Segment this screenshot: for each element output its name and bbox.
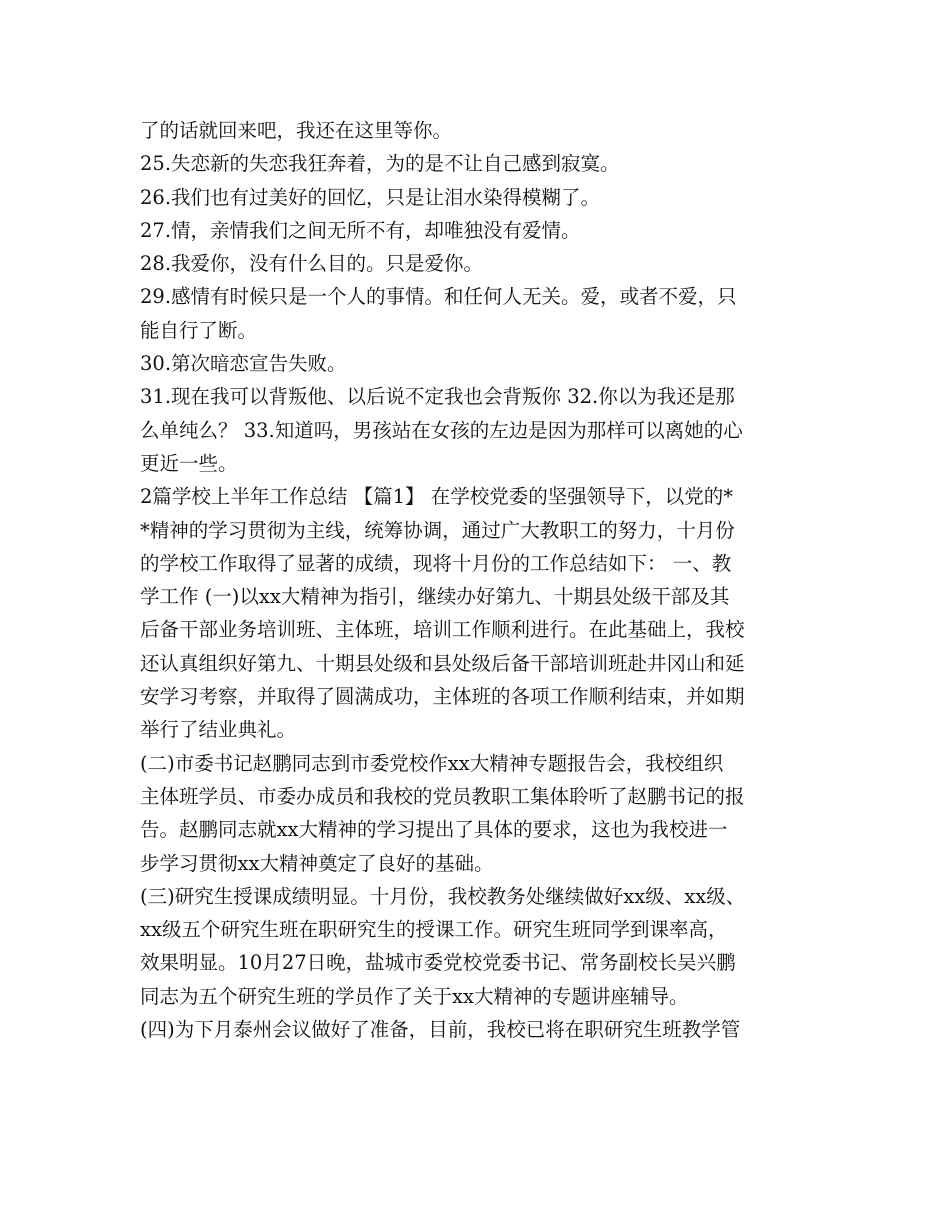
text-line: 27.情，亲情我们之间无所不有，却唯独没有爱情。 xyxy=(140,218,581,242)
text-line: 效果明显。10月27日晚，盐城市委党校党委书记、常务副校长吴兴鹏 xyxy=(140,951,736,975)
text-line: 的学校工作取得了显著的成绩，现将十月份的工作总结如下： 一、教 xyxy=(140,551,732,575)
text-line: 告。赵鹏同志就xx大精神的学习提出了具体的要求，这也为我校进一 xyxy=(140,818,728,842)
text-line: 举行了结业典礼。 xyxy=(140,718,297,742)
document-body xyxy=(140,114,830,1046)
text-line: xx级五个研究生班在职研究生的授课工作。研究生班同学到课率高， xyxy=(140,918,728,942)
text-line: 还认真组织好第九、十期县处级和县处级后备干部培训班赴井冈山和延 xyxy=(140,651,745,675)
text-line: 31.现在我可以背叛他、以后说不定我也会背叛你 32.你以为我还是那 xyxy=(140,385,735,409)
text-line: 步学习贯彻xx大精神奠定了良好的基础。 xyxy=(140,851,494,875)
text-line: 29.感情有时候只是一个人的事情。和任何人无关。爱，或者不爱，只 xyxy=(140,285,737,309)
text-line: 主体班学员、市委办成员和我校的党员教职工集体聆听了赵鹏书记的报 xyxy=(140,784,745,808)
text-line: (四)为下月泰州会议做好了准备，目前，我校已将在职研究生班教学管 xyxy=(140,1018,741,1042)
text-line: 同志为五个研究生班的学员作了关于xx大精神的专题讲座辅导。 xyxy=(140,984,689,1008)
text-line: (二)市委书记赵鹏同志到市委党校作xx大精神专题报告会，我校组织 xyxy=(140,751,724,775)
text-line: *精神的学习贯彻为主线，统筹协调，通过广大教职工的努力，十月份 xyxy=(140,518,735,542)
text-line: 么单纯么？ 33.知道吗，男孩站在女孩的左边是因为那样可以离她的心 xyxy=(140,418,743,442)
text-line: 更近一些。 xyxy=(140,451,238,475)
text-line: 了的话就回来吧，我还在这里等你。 xyxy=(140,119,453,142)
text-line: 30.第次暗恋宣告失败。 xyxy=(140,352,347,376)
text-line: 26.我们也有过美好的回忆，只是让泪水染得模糊了。 xyxy=(140,185,601,209)
text-line: 2篇学校上半年工作总结 【篇1】 在学校党委的坚强领导下，以党的* xyxy=(140,485,733,509)
text-line: (三)研究生授课成绩明显。十月份，我校教务处继续做好xx级、xx级、 xyxy=(140,884,746,908)
text-line: 25.失恋新的失恋我狂奔着，为的是不让自己感到寂寞。 xyxy=(140,152,620,176)
text-line: 28.我爱你，没有什么目的。只是爱你。 xyxy=(140,252,484,276)
text-line: 安学习考察，并取得了圆满成功，主体班的各项工作顺利结束，并如期 xyxy=(140,685,745,709)
text-line: 学工作 (一)以xx大精神为指引，继续办好第九、十期县处级干部及其 xyxy=(140,585,730,609)
text-line: 能自行了断。 xyxy=(140,318,258,342)
text-line: 后备干部业务培训班、主体班，培训工作顺利进行。在此基础上，我校 xyxy=(140,618,745,642)
